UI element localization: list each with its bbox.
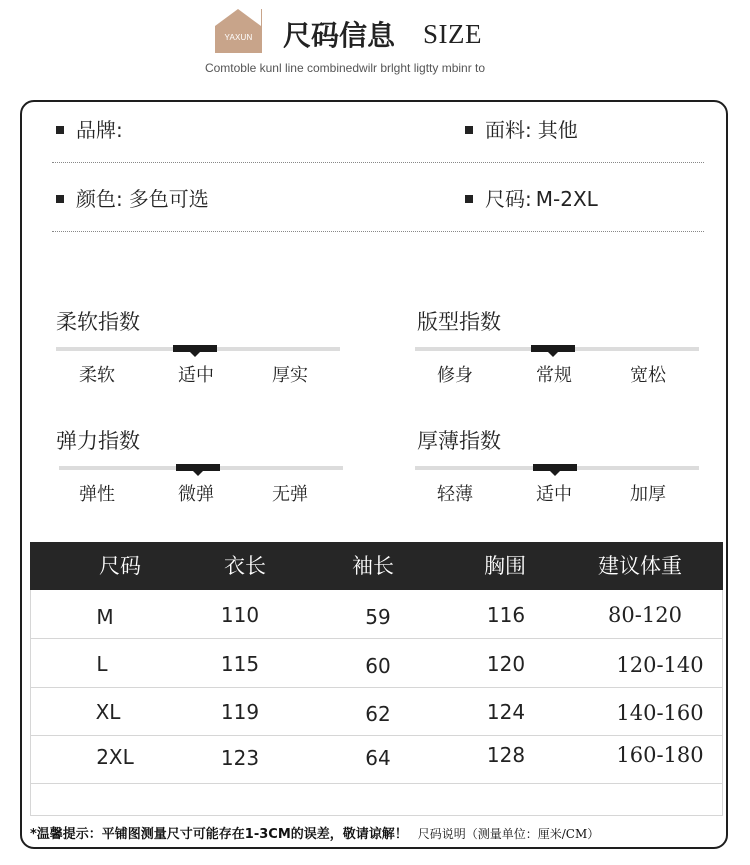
- elasticity-index-title: 弹力指数: [56, 429, 140, 453]
- spec-label: 品牌:: [76, 118, 123, 142]
- cell-weight: 140-160: [616, 701, 704, 725]
- table-row: [30, 687, 723, 736]
- cell-length: 115: [220, 652, 260, 676]
- fit-option-label: 常规: [536, 365, 572, 386]
- elasticity-option-label: 弹性: [79, 484, 115, 505]
- cell-chest: 128: [486, 743, 526, 767]
- table-row: [30, 639, 723, 688]
- softness-option-label: 厚实: [272, 365, 308, 386]
- dotted-divider: [52, 162, 704, 163]
- size-table-header: [30, 542, 723, 590]
- bullet-icon: [56, 195, 64, 203]
- footnote: [30, 823, 599, 842]
- fit-index-marker: [531, 345, 575, 352]
- cell-length: 119: [220, 700, 260, 724]
- elasticity-index-marker: [176, 464, 220, 471]
- thickness-index-marker: [533, 464, 577, 471]
- spec-label: 颜色:: [76, 187, 123, 211]
- measurement-warning: *温馨提示：平铺图测量尺寸可能存在1-3CM的误差，敬请谅解！: [30, 827, 408, 842]
- column-header-size: 尺码: [99, 554, 141, 578]
- spec-size: [465, 183, 598, 212]
- spec-label: 面料:: [485, 118, 532, 142]
- header: [0, 0, 750, 90]
- page-subtitle: [0, 61, 690, 75]
- cell-size: L: [96, 652, 108, 676]
- dotted-divider: [52, 231, 704, 232]
- softness-index-marker: [173, 345, 217, 352]
- thickness-option-label: 轻薄: [437, 484, 473, 505]
- softness-index-title: 柔软指数: [56, 310, 140, 334]
- cell-weight: 160-180: [616, 743, 704, 767]
- cell-chest: 124: [486, 700, 526, 724]
- cell-length: 123: [220, 746, 260, 770]
- page-title-en: SIZE: [423, 19, 482, 49]
- brand-logo: [215, 9, 262, 53]
- column-header-weight: 建议体重: [598, 554, 682, 578]
- spec-label: 尺码:: [485, 187, 532, 211]
- column-header-chest: 胸围: [484, 554, 526, 578]
- elasticity-option-label: 微弹: [178, 484, 214, 505]
- cell-sleeve: 62: [365, 702, 391, 726]
- cell-length: 110: [220, 603, 260, 627]
- thickness-option-label: 适中: [536, 484, 572, 505]
- cell-sleeve: 60: [365, 654, 391, 678]
- logo-text: YAXUN: [224, 33, 253, 42]
- column-header-sleeve: 袖长: [352, 554, 394, 578]
- cell-size: M: [96, 605, 114, 629]
- logo-roof-shape: [215, 9, 261, 26]
- cell-weight: 80-120: [608, 603, 682, 627]
- softness-option-label: 柔软: [79, 365, 115, 386]
- spec-brand: [56, 114, 123, 143]
- subtitle-text: Comtoble kunl line combinedwilr brlght ligtty mbinr to: [204, 61, 486, 75]
- fit-index-title: 版型指数: [417, 310, 501, 334]
- cell-sleeve: 64: [365, 746, 391, 770]
- spec-value: 其他: [537, 118, 578, 142]
- cell-chest: 116: [486, 603, 526, 627]
- fit-option-label: 修身: [437, 365, 473, 386]
- page-title-cn: 尺码信息: [283, 19, 396, 52]
- unit-note: 尺码说明（测量单位：厘米/CM）: [417, 827, 600, 841]
- spec-fabric: [465, 114, 578, 143]
- table-row: [30, 590, 723, 639]
- thickness-index-title: 厚薄指数: [417, 429, 501, 453]
- spec-value: M-2XL: [535, 187, 598, 211]
- spec-color: [56, 183, 209, 212]
- cell-sleeve: 59: [365, 605, 391, 629]
- elasticity-option-label: 无弹: [272, 484, 308, 505]
- table-row: [30, 735, 723, 784]
- bullet-icon: [465, 126, 473, 134]
- bullet-icon: [56, 126, 64, 134]
- column-header-length: 衣长: [224, 554, 266, 578]
- cell-chest: 120: [486, 652, 526, 676]
- bullet-icon: [465, 195, 473, 203]
- cell-size: XL: [95, 700, 121, 724]
- cell-weight: 120-140: [616, 653, 704, 677]
- softness-option-label: 适中: [178, 365, 214, 386]
- spec-value: 多色可选: [128, 187, 209, 211]
- fit-option-label: 宽松: [630, 365, 666, 386]
- cell-size: 2XL: [96, 745, 134, 769]
- thickness-option-label: 加厚: [630, 484, 666, 505]
